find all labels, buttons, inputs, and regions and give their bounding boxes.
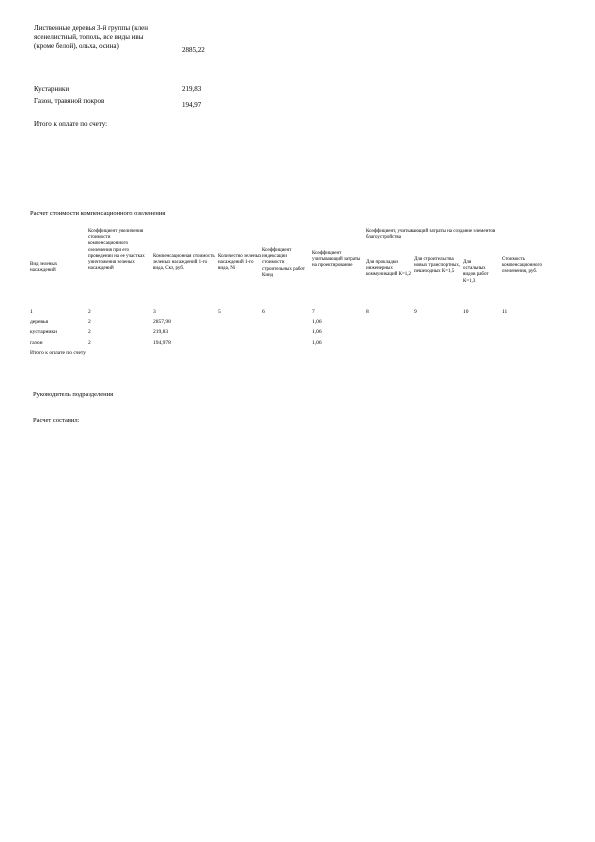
row-cost: 2857,98 (153, 319, 171, 325)
col-header-type: Вид зеленых насаждений (30, 262, 58, 274)
row-design-coef: 1,06 (312, 319, 322, 325)
col-number: 6 (262, 309, 265, 315)
col-number: 2 (88, 309, 91, 315)
rate-value-lawn: 194,97 (182, 101, 202, 109)
col-number: 8 (366, 309, 369, 315)
rate-label-trees: Лиственные деревья 3-й группы (клен ясенелистный, тополь, все виды ивы (кроме белой), ольха, осина) (34, 24, 148, 50)
row-type: газон (30, 340, 43, 346)
calc-title: Расчет стоимости компенсационного озеленения (30, 210, 166, 217)
col-number: 11 (502, 309, 508, 315)
col-number: 5 (218, 309, 221, 315)
col-header-comp-cost: Компенсационная стоимость зеленых насаждений 1-го вида, Скз, руб. (153, 254, 215, 272)
row-coef: 2 (88, 329, 91, 335)
col-header-index-coef: Коэффициент индексации стоимости строительных работ Кинд (262, 248, 305, 278)
rate-value-trees: 2885,22 (182, 46, 205, 54)
rate-label-shrubs: Кустарники (34, 85, 70, 93)
row-coef: 2 (88, 319, 91, 325)
col-number: 3 (153, 309, 156, 315)
rate-label-lawn: Газон, травяной покров (34, 97, 105, 105)
row-type: деревья (30, 319, 49, 325)
row-design-coef: 1,06 (312, 340, 322, 346)
row-type: кустарники (30, 329, 57, 335)
rate-value-shrubs: 219,83 (182, 85, 202, 93)
col-number: 9 (414, 309, 417, 315)
row-coef: 2 (88, 340, 91, 346)
prepared-by-label: Расчет составил: (33, 417, 80, 424)
col-header-design-coef: Коэффициент учитывающий затраты на проектирование (312, 251, 361, 269)
row-cost: 219,83 (153, 329, 169, 335)
col-header-other-works: Для остальных видов работ К=1,3 (463, 260, 489, 284)
group-header: Коэффициент, учитывающий затраты на создание элементов благоустройства (366, 229, 496, 241)
head-of-department-label: Руководитель подразделения (33, 391, 114, 398)
col-number: 1 (30, 309, 33, 315)
row-design-coef: 1,06 (312, 329, 322, 335)
col-header-engineering: Для прокладки инженерных коммуникаций К=1,2 (366, 260, 412, 278)
col-header-total-cost: Стоимость компенсационного озеленения, руб. (502, 257, 542, 275)
col-header-transport: Для строительства новых транспортных, пешеходных К=1,5 (414, 257, 461, 275)
row-cost: 194,978 (153, 340, 171, 346)
rate-total-label: Итого к оплате по счету: (34, 120, 108, 128)
col-number: 7 (312, 309, 315, 315)
col-header-coef-increase: Коэффициент увеличения стоимости компенсационного озеленения при его проведении на ее участках уничтожения зеленых насаждений (88, 229, 145, 272)
table-total-label: Итого к оплате по счету (30, 350, 86, 356)
col-header-quantity: Количество зеленых насаждений 1-го вида, Ni (218, 254, 262, 272)
col-number: 10 (463, 309, 469, 315)
